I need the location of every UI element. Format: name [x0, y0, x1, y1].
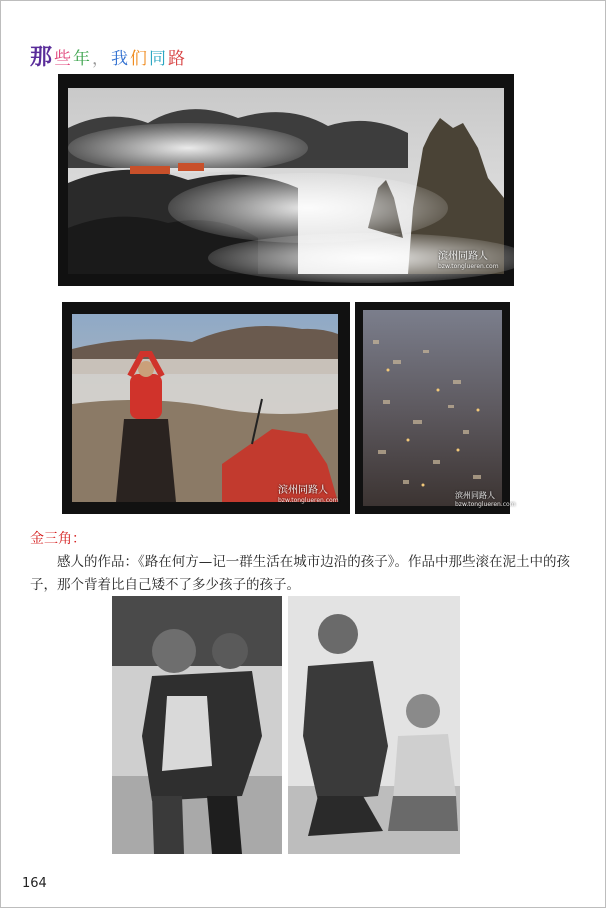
two-children-sitting-image [288, 596, 460, 854]
header-title-char: 路 [168, 49, 188, 69]
header-title-char: 们 [130, 49, 150, 69]
page-number: 164 [22, 876, 47, 891]
section-paragraph: 感人的作品：《路在何方—记一群生活在城市边沿的孩子》。作品中那些滚在泥土中的孩子，那个背着比自己矮不了多少孩子的孩子。 [30, 554, 570, 593]
child-carrying-child-image [112, 596, 282, 854]
header-title-char: 同 [149, 49, 169, 69]
watermark-url: bzw.tonglueren.com [455, 501, 516, 508]
prayer-person-image [72, 314, 338, 502]
header-title-char: 我 [111, 49, 131, 69]
watermark-logo [438, 252, 499, 270]
watermark-logo [278, 486, 339, 504]
prayer-person-photo [62, 302, 350, 514]
watermark-text: 滨州同路人 [278, 485, 328, 496]
header-title-char: ， [92, 49, 112, 69]
two-children-sitting-photo [288, 596, 460, 854]
watermark-text: 滨州同路人 [455, 491, 495, 500]
section-heading: 金三角： [30, 531, 86, 547]
child-carrying-child-photo [112, 596, 282, 854]
mountain-landscape-photo [58, 74, 514, 286]
header-title-char: 些 [54, 49, 74, 69]
watermark-url: bzw.tonglueren.com [278, 497, 339, 504]
town-night-photo [355, 302, 516, 514]
page-header-title [30, 40, 187, 71]
watermark-logo [455, 492, 516, 508]
watermark-url: bzw.tonglueren.com [438, 263, 499, 270]
header-title-char: 那 [30, 45, 55, 70]
town-night-image [363, 310, 502, 506]
header-title-char: 年 [73, 49, 93, 69]
watermark-text: 滨州同路人 [438, 251, 488, 262]
mountain-landscape-image [68, 88, 504, 274]
